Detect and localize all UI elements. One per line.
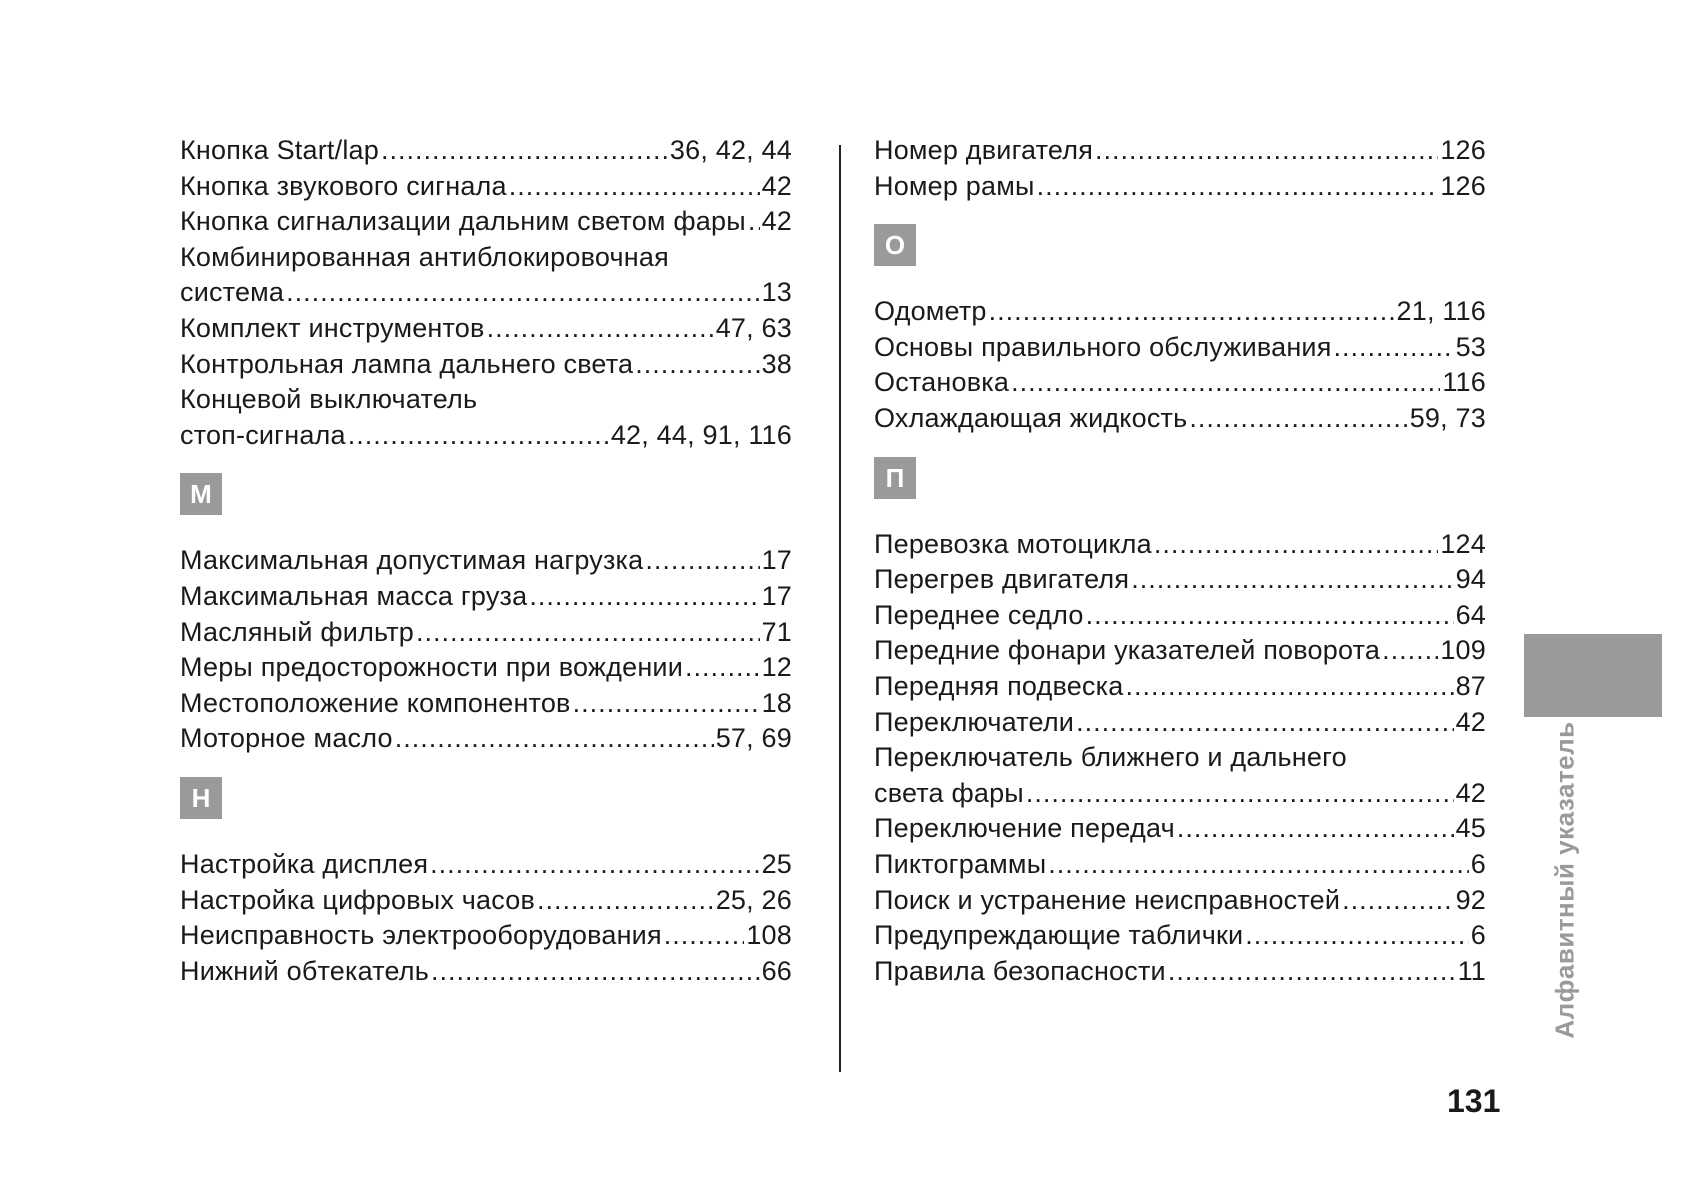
index-entry xyxy=(874,705,1486,741)
index-entry xyxy=(874,954,1486,990)
entry-title: Предупреждающие таблички xyxy=(874,920,1244,951)
entry-pages: 18 xyxy=(761,687,792,718)
entry-pages: 87 xyxy=(1455,670,1486,701)
index-entry xyxy=(874,883,1486,919)
entry-title: Нижний обтекатель xyxy=(180,955,430,986)
section-letter-m: М xyxy=(180,473,222,515)
entry-title: Основы правильного обслуживания xyxy=(874,331,1332,362)
index-entry xyxy=(180,954,792,990)
leader-dots xyxy=(1095,133,1438,169)
entry-pages: 13 xyxy=(761,277,792,308)
entry-title-line1: Комбинированная антиблокировочная xyxy=(180,241,669,272)
section-o-list xyxy=(874,294,1486,436)
entry-title: света фары xyxy=(874,777,1024,808)
leader-dots xyxy=(1154,527,1439,563)
entry-title: Переключение передач xyxy=(874,813,1175,844)
entry-pages: 94 xyxy=(1455,564,1486,595)
section-letter-p: П xyxy=(874,457,916,499)
leader-dots xyxy=(529,579,759,615)
leader-dots xyxy=(664,918,745,954)
index-entry xyxy=(180,918,792,954)
entry-pages: 17 xyxy=(761,545,792,576)
entry-title: Остановка xyxy=(874,367,1010,398)
entry-title: Меры предосторожности при вождении xyxy=(180,652,683,683)
entry-title: Кнопка звукового сигнала xyxy=(180,170,507,201)
entry-title: Номер двигателя xyxy=(874,135,1094,165)
entry-pages: 92 xyxy=(1455,884,1486,915)
leader-dots xyxy=(1189,401,1407,437)
entry-title: Перевозка мотоцикла xyxy=(874,528,1152,559)
entry-pages: 47, 63 xyxy=(715,312,792,343)
leader-dots xyxy=(431,954,760,990)
entry-title: Перегрев двигателя xyxy=(874,564,1130,595)
entry-pages: 45 xyxy=(1455,813,1486,844)
entry-pages: 124 xyxy=(1440,528,1486,559)
leader-dots xyxy=(573,686,760,722)
index-entry xyxy=(874,669,1486,705)
leader-dots xyxy=(1125,669,1453,705)
entry-title: Передняя подвеска xyxy=(874,670,1124,701)
entry-title: Переднее седло xyxy=(874,599,1084,630)
index-entry xyxy=(180,721,792,757)
index-entry xyxy=(874,527,1486,563)
entry-title: Одометр xyxy=(874,296,987,327)
entry-pages: 12 xyxy=(761,652,792,683)
leader-dots xyxy=(635,347,759,383)
section-tab-marker xyxy=(1524,634,1662,717)
entry-pages: 25 xyxy=(761,848,792,879)
index-entry xyxy=(874,918,1486,954)
entry-pages: 17 xyxy=(761,580,792,611)
index-entry xyxy=(874,294,1486,330)
leader-dots xyxy=(1048,847,1468,883)
index-entry xyxy=(874,811,1486,847)
leader-dots xyxy=(1011,365,1440,401)
entry-pages: 53 xyxy=(1455,331,1486,362)
entry-pages: 21, 116 xyxy=(1396,296,1486,327)
index-entry-multiline xyxy=(874,740,1486,811)
leader-dots xyxy=(416,615,760,651)
entry-pages: 71 xyxy=(761,616,792,647)
index-entry-multiline xyxy=(180,240,792,311)
entry-pages: 42 xyxy=(761,170,792,201)
leader-dots xyxy=(1334,330,1454,366)
leader-dots xyxy=(1076,705,1453,741)
left-index-column xyxy=(180,133,792,989)
leader-dots xyxy=(1037,169,1439,205)
leader-dots xyxy=(1177,811,1454,847)
entry-title: Поиск и устранение неисправностей xyxy=(874,884,1341,915)
entry-title: Максимальная масса груза xyxy=(180,580,528,611)
page-number: 131 xyxy=(1447,1083,1501,1119)
section-n-continued-list xyxy=(874,133,1486,204)
entry-pages: 38 xyxy=(761,348,792,379)
section-letter-n: Н xyxy=(180,777,222,819)
leader-dots xyxy=(748,204,760,240)
section-n-list xyxy=(180,847,792,989)
index-entry xyxy=(874,562,1486,598)
leader-dots xyxy=(487,311,714,347)
entry-title: Номер рамы xyxy=(874,170,1035,201)
entry-title: Неисправность электрооборудования xyxy=(180,920,662,951)
leader-dots xyxy=(430,847,759,883)
index-entry xyxy=(874,633,1486,669)
entry-pages: 6 xyxy=(1470,848,1486,879)
column-divider xyxy=(839,145,841,1072)
entry-title: Настройка цифровых часов xyxy=(180,884,536,915)
entry-pages: 42 xyxy=(761,206,792,237)
entry-pages: 126 xyxy=(1440,170,1486,201)
leader-dots xyxy=(1245,918,1469,954)
entry-pages: 109 xyxy=(1440,635,1486,666)
entry-title-line1: Переключатель ближнего и дальнего xyxy=(874,742,1347,773)
index-entry xyxy=(180,347,792,383)
index-entry xyxy=(180,133,792,169)
index-entry xyxy=(180,615,792,651)
entry-title: Максимальная допустимая нагрузка xyxy=(180,545,644,576)
leader-dots xyxy=(1342,883,1453,919)
entry-title: система xyxy=(180,277,285,308)
index-entry-multiline xyxy=(180,382,792,453)
leader-dots xyxy=(381,133,668,169)
entry-title: Моторное масло xyxy=(180,723,393,754)
index-entry xyxy=(874,133,1486,169)
leader-dots xyxy=(1026,776,1454,812)
index-entry xyxy=(874,365,1486,401)
leader-dots xyxy=(685,650,760,686)
index-entry xyxy=(874,330,1486,366)
leader-dots xyxy=(1131,562,1453,598)
entry-pages: 42, 44, 91, 116 xyxy=(610,419,792,450)
leader-dots xyxy=(348,418,609,454)
index-entry xyxy=(180,847,792,883)
index-entry xyxy=(874,598,1486,634)
entry-title: Масляный фильтр xyxy=(180,616,414,647)
leader-dots xyxy=(1382,633,1438,669)
entry-title: Кнопка сигнализации дальним светом фары xyxy=(180,206,746,237)
leader-dots xyxy=(1168,954,1456,990)
section-p-list xyxy=(874,527,1486,990)
entry-pages: 59, 73 xyxy=(1409,402,1486,433)
index-entry xyxy=(180,883,792,919)
right-index-column xyxy=(874,133,1486,989)
entry-title: Охлаждающая жидкость xyxy=(874,402,1188,433)
leader-dots xyxy=(989,294,1395,330)
entry-title: Передние фонари указателей поворота xyxy=(874,635,1381,666)
entry-title: Переключатели xyxy=(874,706,1075,737)
index-entry xyxy=(180,543,792,579)
leader-dots xyxy=(1086,598,1454,634)
entry-pages: 6 xyxy=(1470,920,1486,951)
entry-title: Настройка дисплея xyxy=(180,848,429,879)
entry-pages: 42 xyxy=(1455,706,1486,737)
entry-title: стоп-сигнала xyxy=(180,419,346,450)
section-m-list xyxy=(180,543,792,757)
index-entry xyxy=(180,650,792,686)
entry-pages: 42 xyxy=(1455,777,1486,808)
side-tab-label: Алфавитный указатель xyxy=(1549,721,1580,1039)
entry-title: Контрольная лампа дальнего света xyxy=(180,348,634,379)
leader-dots xyxy=(537,883,714,919)
entry-pages: 25, 26 xyxy=(715,884,792,915)
index-entry xyxy=(180,686,792,722)
leader-dots xyxy=(286,275,759,311)
entry-title-line1: Концевой выключатель xyxy=(180,384,478,415)
index-entry xyxy=(180,311,792,347)
index-entry xyxy=(874,169,1486,205)
entry-pages: 126 xyxy=(1440,135,1486,165)
entry-title: Местоположение компонентов xyxy=(180,687,571,718)
index-entry xyxy=(180,204,792,240)
entry-pages: 116 xyxy=(1442,367,1486,398)
index-entry xyxy=(874,401,1486,437)
entry-title: Кнопка Start/lap xyxy=(180,135,379,165)
entry-title: Комплект инструментов xyxy=(180,312,485,343)
leader-dots xyxy=(509,169,760,205)
entry-pages: 66 xyxy=(761,955,792,986)
entry-title: Пиктограммы xyxy=(874,848,1047,879)
entry-pages: 57, 69 xyxy=(715,723,792,754)
leader-dots xyxy=(395,721,714,757)
entry-pages: 108 xyxy=(746,920,792,951)
entry-pages: 36, 42, 44 xyxy=(669,135,792,165)
entry-pages: 64 xyxy=(1455,599,1486,630)
index-entry xyxy=(180,579,792,615)
index-entry xyxy=(874,847,1486,883)
leader-dots xyxy=(645,543,759,579)
section-letter-o: О xyxy=(874,224,916,266)
index-entry xyxy=(180,169,792,205)
section-k-list xyxy=(180,133,792,453)
entry-title: Правила безопасности xyxy=(874,955,1166,986)
entry-pages: 11 xyxy=(1457,955,1486,986)
